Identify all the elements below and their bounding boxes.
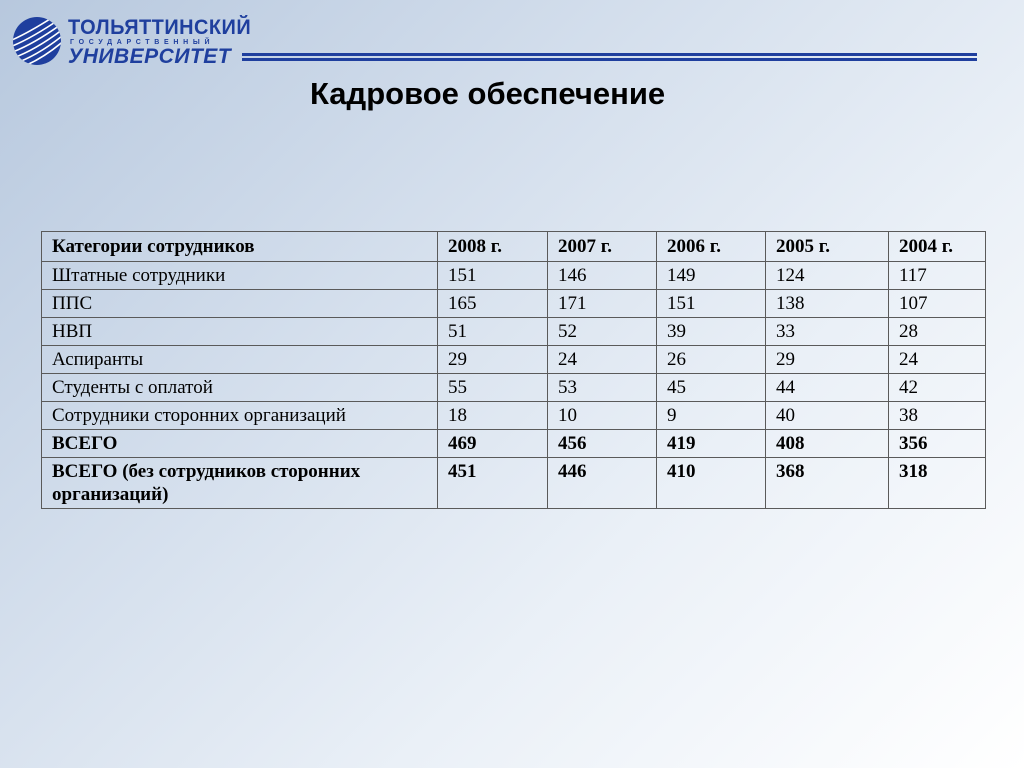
cell-2007: 24 (548, 346, 657, 374)
table-row (42, 262, 986, 290)
cell-2005: 138 (766, 290, 889, 318)
table-row-total-excluding-external (42, 458, 986, 509)
cell-2007: 52 (548, 318, 657, 346)
staffing-table (41, 231, 986, 509)
row-label: Штатные сотрудники (42, 262, 438, 290)
cell-2005: 29 (766, 346, 889, 374)
header-2005: 2005 г. (766, 232, 889, 262)
university-globe-logo-icon (12, 16, 62, 66)
cell-2004: 356 (889, 430, 986, 458)
logo-line-3: УНИВЕРСИТЕТ (68, 45, 232, 68)
cell-2007: 171 (548, 290, 657, 318)
cell-2008: 18 (438, 402, 548, 430)
header-2006: 2006 г. (657, 232, 766, 262)
cell-2008: 51 (438, 318, 548, 346)
cell-2004: 24 (889, 346, 986, 374)
logo-line-2: ГОСУДАРСТВЕННЫЙ (70, 39, 215, 46)
cell-2006: 151 (657, 290, 766, 318)
cell-2008: 469 (438, 430, 548, 458)
cell-2004: 42 (889, 374, 986, 402)
cell-2004: 107 (889, 290, 986, 318)
cell-2005: 40 (766, 402, 889, 430)
page-title: Кадровое обеспечение (310, 76, 666, 111)
table-header-row (42, 232, 986, 262)
cell-2006: 26 (657, 346, 766, 374)
cell-2005: 44 (766, 374, 889, 402)
table-row (42, 346, 986, 374)
cell-2007: 456 (548, 430, 657, 458)
cell-2008: 165 (438, 290, 548, 318)
cell-2006: 45 (657, 374, 766, 402)
cell-2007: 53 (548, 374, 657, 402)
cell-2004: 318 (889, 458, 986, 509)
row-label: ВСЕГО (42, 430, 438, 458)
header-2004: 2004 г. (889, 232, 986, 262)
header-2007: 2007 г. (548, 232, 657, 262)
university-logo-text (68, 18, 261, 67)
cell-2005: 408 (766, 430, 889, 458)
cell-2006: 149 (657, 262, 766, 290)
cell-2008: 55 (438, 374, 548, 402)
row-label: Сотрудники сторонних организаций (42, 402, 438, 430)
table-row (42, 402, 986, 430)
header-category: Категории сотрудников (42, 232, 438, 262)
logo-line-1: ТОЛЬЯТТИНСКИЙ (68, 16, 252, 39)
cell-2004: 28 (889, 318, 986, 346)
cell-2007: 146 (548, 262, 657, 290)
table-row (42, 290, 986, 318)
table-row-total (42, 430, 986, 458)
cell-2005: 368 (766, 458, 889, 509)
row-label: НВП (42, 318, 438, 346)
cell-2007: 446 (548, 458, 657, 509)
header-2008: 2008 г. (438, 232, 548, 262)
table-row (42, 374, 986, 402)
cell-2008: 29 (438, 346, 548, 374)
cell-2008: 151 (438, 262, 548, 290)
cell-2006: 419 (657, 430, 766, 458)
table-row (42, 318, 986, 346)
row-label: Аспиранты (42, 346, 438, 374)
cell-2004: 38 (889, 402, 986, 430)
cell-2005: 124 (766, 262, 889, 290)
cell-2006: 39 (657, 318, 766, 346)
row-label: ВСЕГО (без сотрудников сторонних организаций) (42, 458, 438, 509)
row-label: Студенты с оплатой (42, 374, 438, 402)
cell-2007: 10 (548, 402, 657, 430)
cell-2004: 117 (889, 262, 986, 290)
cell-2006: 410 (657, 458, 766, 509)
cell-2006: 9 (657, 402, 766, 430)
cell-2008: 451 (438, 458, 548, 509)
header-double-rule (242, 53, 977, 62)
row-label: ППС (42, 290, 438, 318)
cell-2005: 33 (766, 318, 889, 346)
